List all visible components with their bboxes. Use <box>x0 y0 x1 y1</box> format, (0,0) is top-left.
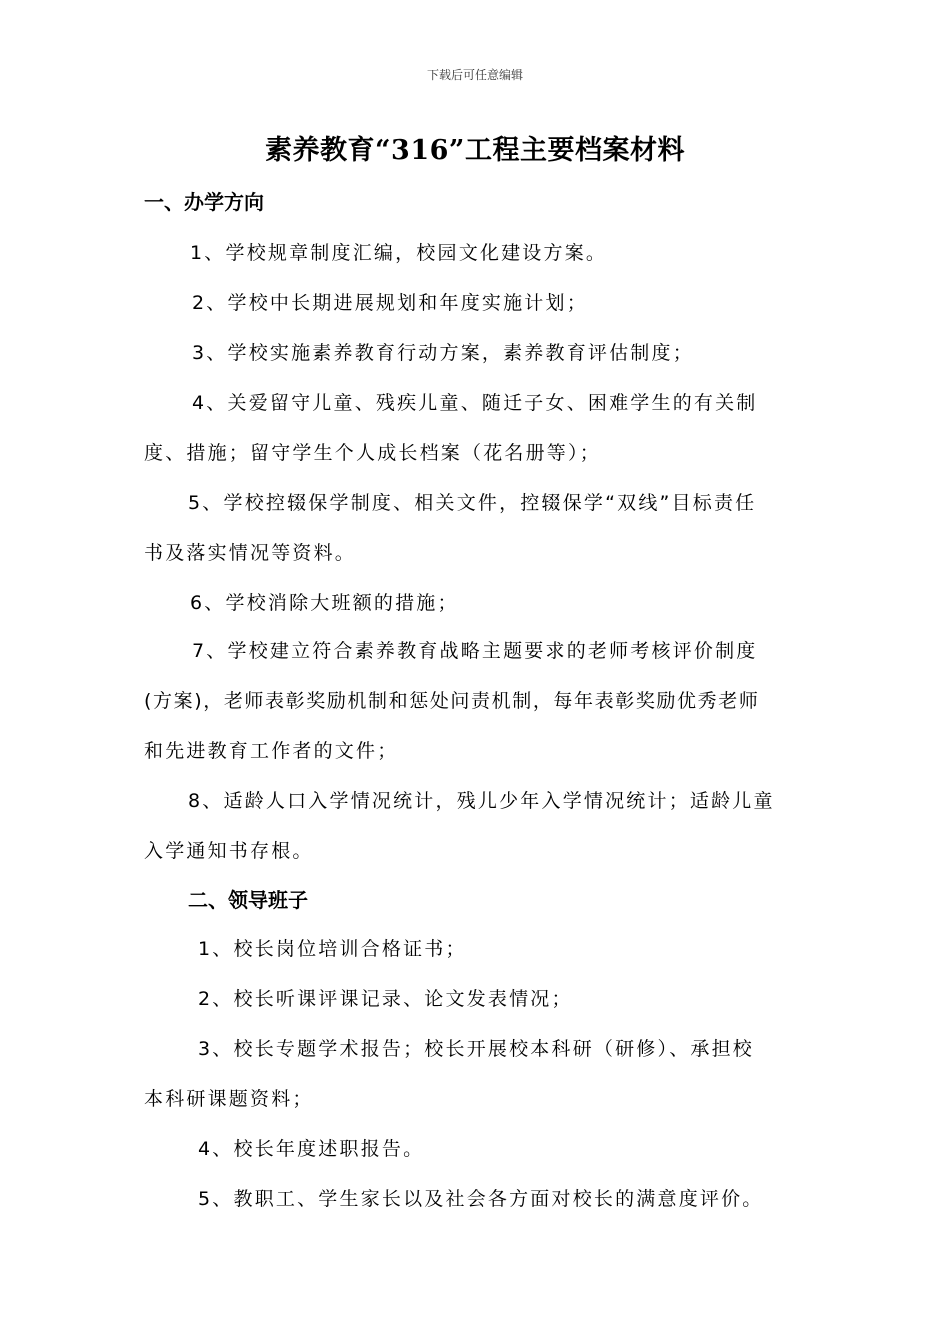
item-2-1-line-1: 1、校长岗位培训合格证书； <box>198 938 467 960</box>
item-1-5-line-1: 5、学校控辍保学制度、相关文件，控辍保学“双线”目标责任 <box>188 492 757 514</box>
item-2-3-line-1: 3、校长专题学术报告；校长开展校本科研（研修）、承担校 <box>198 1038 754 1060</box>
item-1-7-line-1: 7、学校建立符合素养教育战略主题要求的老师考核评价制度 <box>192 640 758 662</box>
item-1-1-line-1: 1、学校规章制度汇编，校园文化建设方案。 <box>190 242 608 264</box>
document-title: 素养教育“316”工程主要档案材料 <box>265 135 685 166</box>
item-1-6-line-1: 6、学校消除大班额的措施； <box>190 592 459 614</box>
item-2-5-line-1: 5、教职工、学生家长以及社会各方面对校长的满意度评价。 <box>198 1188 764 1210</box>
item-2-4-line-1: 4、校长年度述职报告。 <box>198 1138 425 1160</box>
item-1-7-line-2: (方案)，老师表彰奖励机制和惩处问责机制，每年表彰奖励优秀老师 <box>144 690 760 712</box>
item-1-2-line-1: 2、学校中长期进展规划和年度实施计划； <box>192 292 588 314</box>
item-1-3-line-1: 3、学校实施素养教育行动方案，素养教育评估制度； <box>192 342 694 364</box>
section-heading-1: 一、办学方向 <box>144 190 264 214</box>
item-1-7-line-3: 和先进教育工作者的文件； <box>144 740 399 762</box>
item-1-5-line-2: 书及落实情况等资料。 <box>144 542 357 564</box>
item-2-2-line-1: 2、校长听课评课记录、论文发表情况； <box>198 988 573 1010</box>
section-heading-2: 二、领导班子 <box>188 888 308 912</box>
item-1-8-line-2: 入学通知书存根。 <box>144 840 314 862</box>
item-1-8-line-1: 8、适龄人口入学情况统计，残儿少年入学情况统计；适龄儿童 <box>188 790 775 812</box>
item-2-3-line-2: 本科研课题资料； <box>144 1088 314 1110</box>
item-1-4-line-1: 4、关爱留守儿童、残疾儿童、随迁子女、困难学生的有关制 <box>192 392 758 414</box>
item-1-4-line-2: 度、措施；留守学生个人成长档案（花名册等）； <box>144 442 601 464</box>
header-note: 下载后可任意编辑 <box>426 68 523 82</box>
